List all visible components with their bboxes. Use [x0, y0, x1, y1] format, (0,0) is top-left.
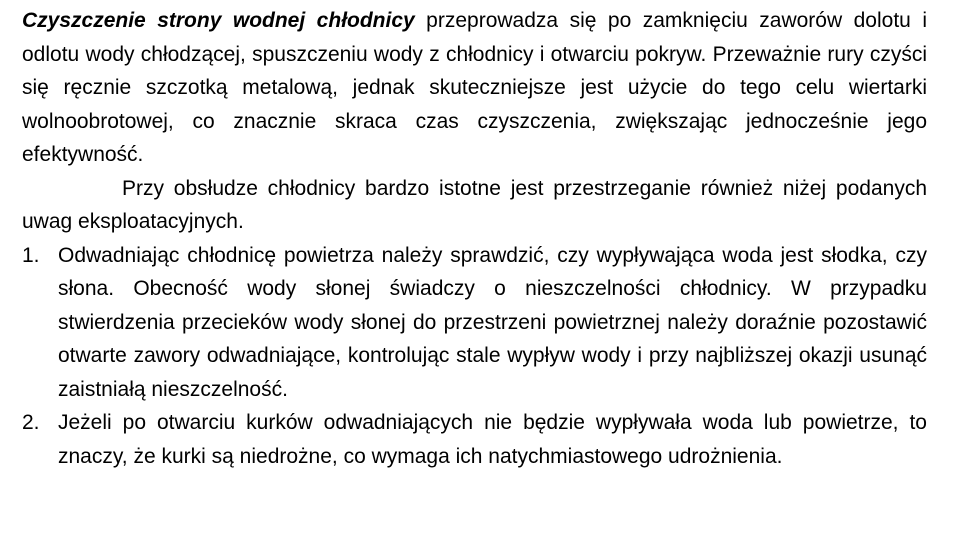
operation-notes-list	[22, 239, 927, 474]
paragraph-cleaning	[22, 4, 927, 172]
list-item	[22, 239, 927, 407]
list-item-number: 2.	[22, 411, 40, 434]
list-item-number: 1.	[22, 243, 40, 267]
list-item-text: Odwadniając chłodnicę powietrza należy sprawdzić, czy wypływająca woda jest słodka, czy słona. Obecność wody słonej świadczy o nieszczelności chłodnicy. W przypadku stwierdzenia przecieków wody słonej do przestrzeni powietrznej należy doraźnie pozostawić otwarte zawory odwadniające, kontrolując stale wypływ wody i przy najbliższej okazji usunąć zaistniałą nieszczelność.	[58, 243, 927, 401]
paragraph-cleaning-text: przeprowadza się po zamknięciu zaworów dolotu i odlotu wody chłodzącej, spuszczeniu wody z chłodnicy i otwarciu pokryw. Przeważnie rury czyści się ręcznie szczotką metalową, jednak skuteczniejsze jest użycie do tego celu wiertarki wolnoobrotowej, co znacznie skraca czas czyszczenia, zwiększając jednocześnie jego efektywność.	[22, 9, 927, 166]
list-item-text: Jeżeli po otwarciu kurków odwadniających nie będzie wypływała woda lub powietrze, to znaczy, że kurki są niedrożne, co wymaga ich natychmiastowego udrożnienia.	[58, 411, 927, 468]
document-page	[22, 4, 927, 473]
paragraph-operation-notes: Przy obsłudze chłodnicy bardzo istotne jest przestrzeganie również niżej podanych uwag eksploatacyjnych.	[22, 176, 927, 233]
list-item	[22, 406, 927, 473]
paragraph-cleaning-emphasis: Czyszczenie strony wodnej chłodnicy	[22, 9, 415, 32]
